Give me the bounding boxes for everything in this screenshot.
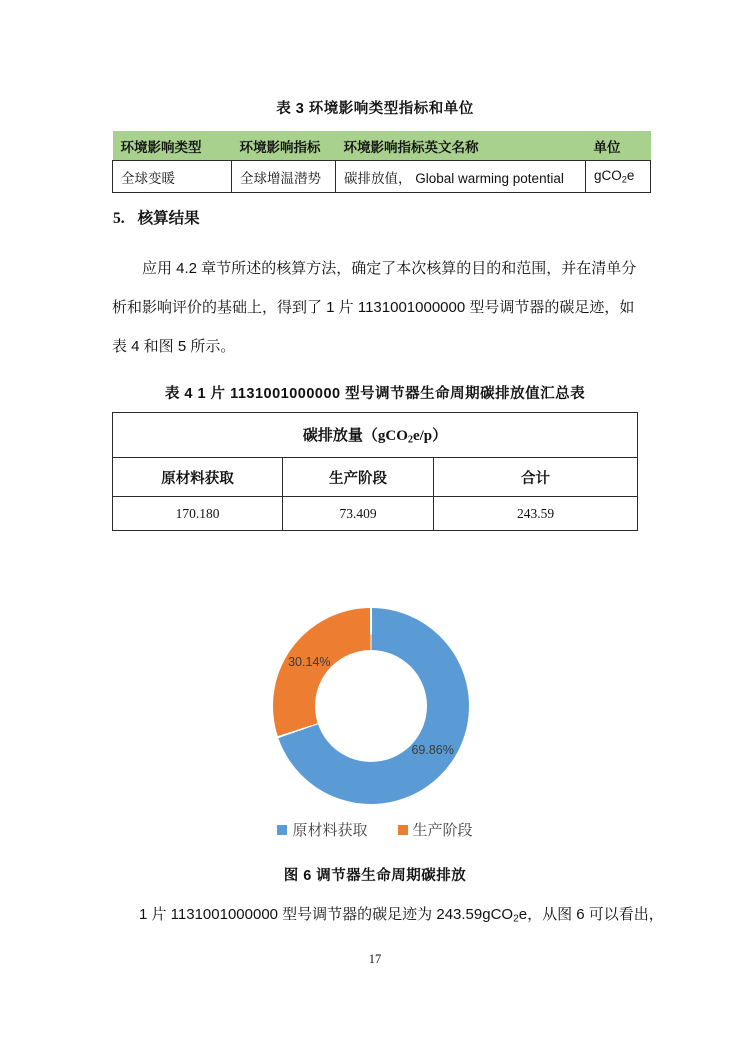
- legend-item-raw-materials: [277, 819, 367, 840]
- slice-label-raw-materials: 69.86%: [411, 743, 454, 758]
- table4-value-cell: 170.180: [113, 497, 283, 531]
- section-heading: [113, 206, 200, 228]
- table4-value-cell: 243.59: [434, 497, 638, 531]
- legend-label: 生产阶段: [412, 822, 473, 839]
- table3-cell: 碳排放值， Global warming potential: [336, 161, 586, 193]
- table4-title: 表 4 1 片 1131001000000 型号调节器生命周期碳排放值汇总表: [164, 386, 586, 402]
- donut-chart: [0, 595, 750, 855]
- table4-column-header: 原材料获取: [113, 458, 283, 497]
- table3-header-cell: 单位: [586, 131, 651, 161]
- table3-header-cell: 环境影响指标: [232, 131, 336, 161]
- table3-cell: 全球变暖: [113, 161, 232, 193]
- table3-header-cell: 环境影响指标英文名称: [336, 131, 586, 161]
- table4-column-header: 合计: [434, 458, 638, 497]
- table3-cell-unit: gCO$_2$e: [586, 161, 651, 193]
- section-title: 核算结果: [137, 210, 200, 227]
- legend-item-production: [398, 819, 473, 840]
- table4-value-row: [113, 497, 638, 531]
- table3-header-cell: 环境影响类型: [113, 131, 232, 161]
- body-paragraph: 1 片 1131001000000 型号调节器的碳足迹为 243.59gCO$_2$e，从图 6 可以看出，: [139, 906, 664, 925]
- table4-column-header: 生产阶段: [283, 458, 434, 497]
- page-number: 17: [368, 952, 382, 966]
- body-paragraph: [112, 249, 642, 366]
- legend-swatch-blue: [277, 825, 287, 835]
- table3-data-row: [113, 161, 651, 193]
- paragraph-line: 析和影响评价的基础上，得到了 1 片 1131001000000 型号调节器的碳足迹，如: [112, 299, 635, 316]
- paragraph-line: 应用 4.2 章节所述的核算方法，确定了本次核算的目的和范围，并在清单分: [142, 260, 637, 277]
- table4-merged-header: 碳排放量（gCO$_2$e/p）: [113, 413, 638, 458]
- table4-value-cell: 73.409: [283, 497, 434, 531]
- table4-column-header-row: [113, 458, 638, 497]
- table3: [112, 131, 651, 193]
- legend-label: 原材料获取: [292, 822, 368, 839]
- table3-title: 表 3 环境影响类型指标和单位: [276, 101, 474, 117]
- table3-header-row: [113, 131, 651, 161]
- table4: [112, 412, 638, 531]
- legend-swatch-orange: [398, 825, 408, 835]
- donut-hole: [315, 650, 427, 762]
- figure-caption: 图 6 调节器生命周期碳排放: [283, 868, 467, 884]
- chart-legend: [0, 819, 750, 840]
- slice-label-production: 30.14%: [288, 654, 331, 669]
- section-number: 5.: [113, 210, 125, 227]
- table3-cell: 全球增温潜势: [232, 161, 336, 193]
- paragraph-line: 表 4 和图 5 所示。: [112, 338, 236, 355]
- donut-plot: [273, 608, 469, 804]
- table4-merged-header-row: [113, 413, 638, 458]
